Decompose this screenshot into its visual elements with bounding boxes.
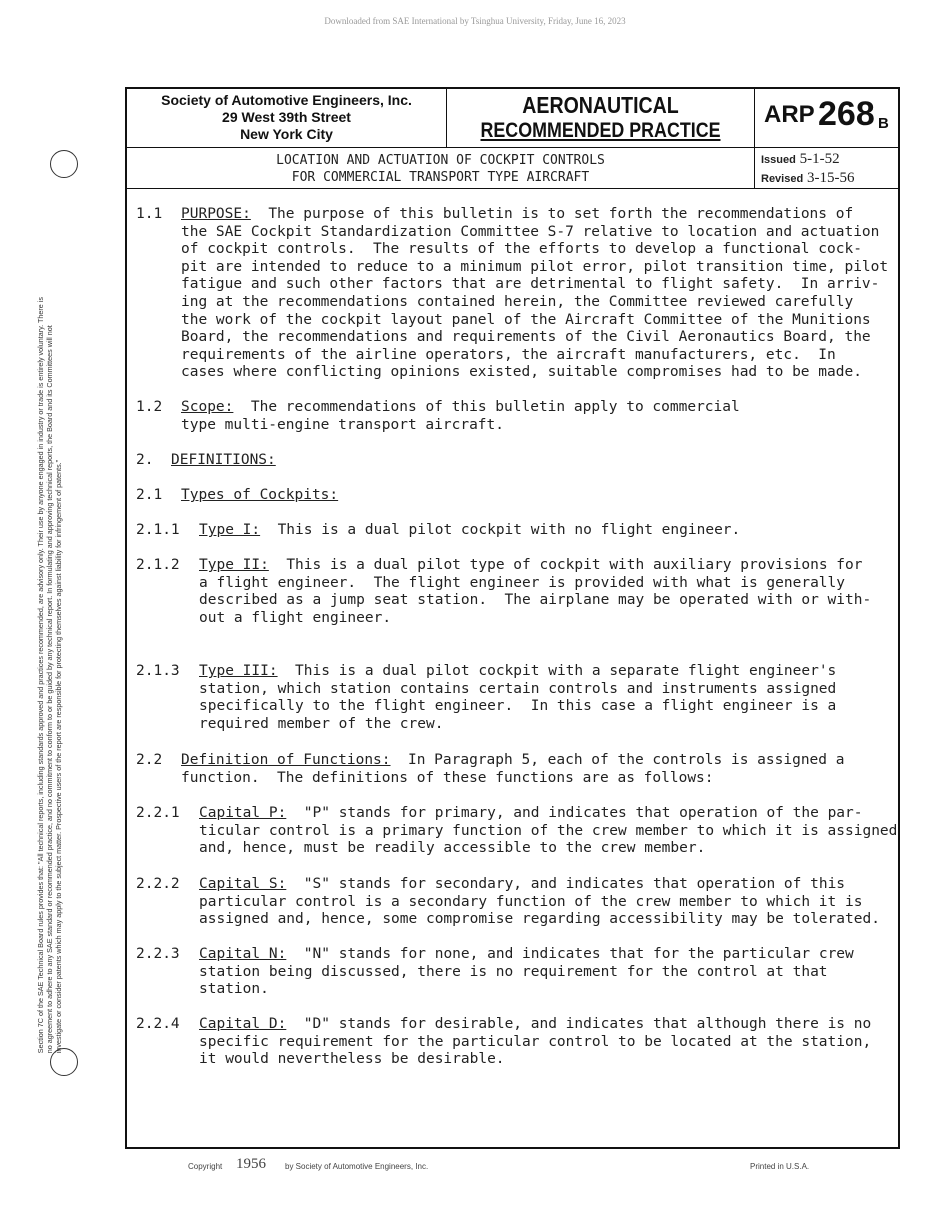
section-heading: Type III:	[199, 663, 278, 679]
section-text: The purpose of this bulletin is to set forth the recommendations of the SAE Cockpit Standardization Committee S-7 relative to location and actuation of cockpit controls. The results of the efforts to develop a functional cock- pit are intended to reduce to a minimum pilot error, pilot transition time, pilot fatigue and such other factors that are detrimental to flight safety. In arriv- ing at the recommendations contained herein, the Committee reviewed carefully the work of the cockpit layout panel of the Aircraft Committee of the Munitions Board, the recommendations and requirements of the Civil Aeronautics Board, the requirements of the airline operators, the aircraft manufacturers, etc. In cases where conflicting opinions existed, suitable compromises had to be made.	[181, 206, 889, 381]
section-heading: Capital P:	[199, 805, 287, 821]
section-number: 2.2.2	[136, 876, 180, 892]
section-2-1-2	[199, 557, 871, 627]
section-text: "P" stands for primary, and indicates that operation of the par- ticular control is a primary function of the crew member to which it is assigned and, hence, must be readily accessible to the crew member.	[199, 805, 898, 857]
section-heading: Scope:	[181, 399, 234, 415]
section-heading: DEFINITIONS:	[171, 452, 276, 468]
section-heading: Capital D:	[199, 1016, 287, 1032]
section-heading: Capital S:	[199, 876, 287, 892]
subheader-row	[127, 148, 898, 189]
section-number: 1.2	[136, 399, 163, 415]
section-number: 2.2	[136, 752, 163, 768]
side-disclaimer: Section 7C of the SAE Technical Board rules provides that: "All technical reports, including standards approved and practices recommended, are advisory only. Their use by anyone engaged in industry or trade is entirely voluntary. There is no agreement to adhere to any SAE standard or recommended practice, and no commitment to conform to or be guided by any technical report. In formulating and approving technical reports, the Board and its Committees will not investigate or consider patents which may apply to the subject matter. Prospective users of the report are responsible for protecting themselves against liability for infringement of patents."	[35, 297, 63, 1054]
org-name: Society of Automotive Engineers, Inc.	[161, 92, 412, 108]
section-heading: Type I:	[199, 522, 261, 538]
section-heading: Types of Cockpits:	[181, 487, 339, 503]
section-2	[171, 452, 276, 470]
section-heading: Capital N:	[199, 946, 287, 962]
section-text: "D" stands for desirable, and indicates that although there is no specific requirement for the particular control to be located at the station, it would nevertheless be desirable.	[199, 1016, 872, 1068]
section-number: 2.1.2	[136, 557, 180, 573]
org-street: 29 West 39th Street	[222, 109, 351, 125]
section-text: In Paragraph 5, each of the controls is assigned a function. The definitions of these functions are as follows:	[181, 752, 845, 786]
dates-block	[754, 148, 898, 188]
section-heading: PURPOSE:	[181, 206, 251, 222]
doc-title-line1: LOCATION AND ACTUATION OF COCKPIT CONTROLS	[276, 153, 605, 168]
section-number: 2.2.1	[136, 805, 180, 821]
section-2-1-1	[199, 522, 740, 540]
revised-label: Revised	[761, 173, 804, 185]
section-text: "N" stands for none, and indicates that for the particular crew station being discussed, there is no requirement for the control at that station.	[199, 946, 854, 998]
section-2-1-3	[199, 663, 836, 733]
section-2-2-4	[199, 1016, 871, 1069]
section-text: This is a dual pilot cockpit with no flight engineer.	[277, 522, 741, 538]
organization-block	[127, 89, 447, 147]
issued-label: Issued	[761, 154, 796, 166]
revised-date: 3-15-56	[806, 170, 855, 186]
section-heading: Definition of Functions:	[181, 752, 391, 768]
header-row	[127, 89, 898, 148]
section-number: 2.1.1	[136, 522, 180, 538]
doc-type-line1: AERONAUTICAL	[522, 92, 679, 118]
copyright-year: 1956	[236, 1156, 266, 1172]
section-text: This is a dual pilot type of cockpit with auxiliary provisions for a flight engineer. The flight engineer is provided with what is generally described as a jump seat station. The airplane may be operated with or with- out a flight engineer.	[199, 557, 872, 626]
section-text: The recommendations of this bulletin apply to commercial type multi-engine transport aircraft.	[181, 399, 740, 433]
document-type-block	[447, 89, 755, 147]
section-number: 1.1	[136, 206, 163, 222]
section-2-2-2	[199, 876, 880, 929]
copyright-label: Copyright	[188, 1162, 223, 1171]
section-number: 2.	[136, 452, 154, 468]
issued-date: 5-1-52	[799, 151, 840, 167]
punch-hole-top	[50, 150, 78, 178]
section-text: "S" stands for secondary, and indicates that operation of this particular control is a secondary function of the crew member to which it is assigned and, hence, some compromise regarding accessibility may be tolerated.	[199, 876, 880, 928]
section-number: 2.2.4	[136, 1016, 180, 1032]
section-number: 2.2.3	[136, 946, 180, 962]
document-title	[127, 152, 754, 186]
section-heading: Type II:	[199, 557, 269, 573]
download-notice: Downloaded from SAE International by Tsinghua University, Friday, June 16, 2023	[324, 16, 626, 26]
doc-type-line2: RECOMMENDED PRACTICE	[480, 119, 721, 142]
section-2-1	[181, 487, 338, 505]
section-number: 2.1	[136, 487, 163, 503]
section-1-1	[181, 206, 888, 382]
doc-title-line2: FOR COMMERCIAL TRANSPORT TYPE AIRCRAFT	[291, 170, 590, 185]
section-1-2	[181, 399, 740, 434]
arp-label: ARP	[764, 101, 815, 128]
arp-number-block	[754, 89, 898, 147]
section-number: 2.1.3	[136, 663, 180, 679]
section-2-2-3	[199, 946, 854, 999]
arp-number: 268	[818, 95, 875, 133]
section-text: This is a dual pilot cockpit with a separate flight engineer's station, which station contains certain controls and instruments assigned specifically to the flight engineer. In this case a flight engineer is a required member of the crew.	[199, 663, 837, 732]
org-city: New York City	[240, 126, 333, 142]
printed-location: Printed in U.S.A.	[750, 1162, 810, 1171]
arp-revision: B	[878, 115, 889, 132]
copyright-holder: by Society of Automotive Engineers, Inc.	[285, 1162, 429, 1171]
section-2-2-1	[199, 805, 897, 858]
section-2-2	[181, 752, 844, 787]
